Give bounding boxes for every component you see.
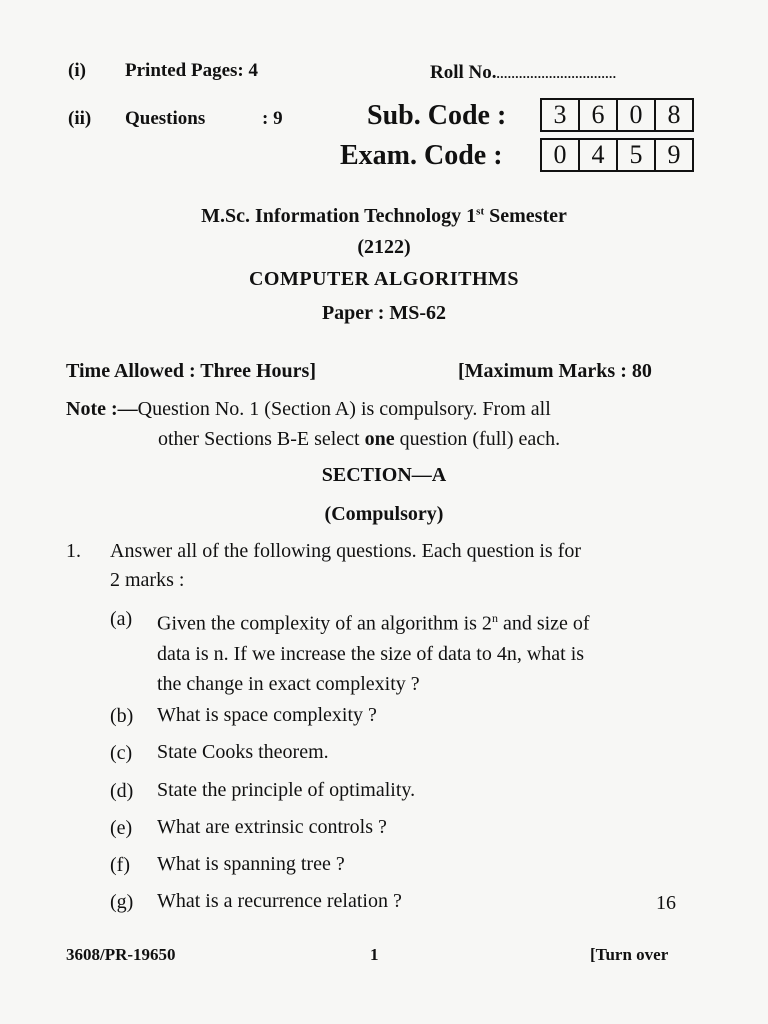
sub-question-f: What is spanning tree ? bbox=[157, 853, 345, 875]
question-intro-1: Answer all of the following questions. Each question is for bbox=[110, 540, 582, 562]
sub-question-label: (b) bbox=[110, 705, 134, 727]
sub-question-label: (g) bbox=[110, 891, 134, 913]
question-number: 1. bbox=[66, 540, 81, 562]
sub-question-a-line-2: data is n. If we increase the size of data to 4n, what is bbox=[157, 642, 585, 665]
sub-question-a bbox=[157, 603, 590, 699]
sub-question-c: State Cooks theorem. bbox=[157, 741, 329, 763]
time-allowed: Time Allowed : Three Hours] bbox=[66, 360, 316, 382]
subject-title: COMPUTER ALGORITHMS bbox=[248, 268, 520, 290]
turn-over: [Turn over bbox=[590, 945, 669, 964]
course-title-sup: st bbox=[476, 205, 485, 218]
text: Given the complexity of an algorithm is 2 bbox=[157, 612, 492, 635]
sub-question-label: (a) bbox=[110, 608, 133, 630]
note-text-2b: question (full) each. bbox=[394, 428, 561, 450]
text: and size of bbox=[497, 612, 590, 635]
section-title: SECTION—A bbox=[321, 464, 447, 486]
exam-code-digit: 0 bbox=[553, 140, 567, 169]
course-year: (2122) bbox=[357, 236, 411, 258]
question-marks: 16 bbox=[656, 892, 676, 914]
footer-code: 3608/PR-19650 bbox=[66, 945, 176, 964]
question-intro-2: 2 marks : bbox=[110, 569, 185, 591]
note-line-2 bbox=[158, 428, 560, 451]
note-text-bold: one bbox=[364, 428, 395, 450]
note-line-1 bbox=[66, 398, 551, 421]
sub-question-label: (d) bbox=[110, 780, 134, 802]
sub-code-boxes bbox=[540, 98, 694, 132]
exam-code-digit: 4 bbox=[578, 140, 616, 170]
roll-no-dots: ................................ bbox=[496, 66, 617, 81]
exam-code-boxes bbox=[540, 138, 694, 172]
course-title-tail: Semester bbox=[484, 205, 567, 227]
sub-question-e: What are extrinsic controls ? bbox=[157, 816, 387, 838]
sub-question-a-line-1 bbox=[157, 603, 590, 639]
page-number: 1 bbox=[370, 945, 379, 964]
course-title bbox=[0, 205, 768, 228]
sub-question-label: (c) bbox=[110, 742, 133, 764]
questions-number: (ii) bbox=[68, 108, 92, 129]
exam-code-digit: 5 bbox=[616, 140, 654, 170]
note-label: Note :— bbox=[66, 398, 138, 420]
questions-value: : 9 bbox=[262, 108, 283, 129]
sub-question-d: State the principle of optimality. bbox=[157, 779, 416, 801]
roll-no-field bbox=[430, 62, 617, 84]
printed-pages-number: (i) bbox=[68, 60, 86, 81]
sub-question-b: What is space complexity ? bbox=[157, 704, 377, 726]
sub-question-label: (e) bbox=[110, 817, 133, 839]
sub-code-label: Sub. Code : bbox=[367, 100, 507, 131]
course-title-main: M.Sc. Information Technology 1 bbox=[201, 205, 477, 227]
roll-no-label: Roll No. bbox=[430, 62, 497, 83]
paper-code: Paper : MS-62 bbox=[321, 302, 447, 324]
superscript: n bbox=[491, 611, 498, 625]
maximum-marks: [Maximum Marks : 80 bbox=[458, 360, 652, 382]
exam-code-label: Exam. Code : bbox=[340, 140, 503, 171]
note-text-1: Question No. 1 (Section A) is compulsory. From all bbox=[137, 398, 551, 420]
sub-question-a-line-3: the change in exact complexity ? bbox=[157, 672, 420, 695]
printed-pages-label: Printed Pages: 4 bbox=[125, 60, 258, 81]
sub-code-digit: 8 bbox=[654, 100, 692, 130]
questions-label: Questions bbox=[125, 108, 206, 129]
exam-code-digit: 9 bbox=[654, 140, 692, 170]
sub-code-digit: 0 bbox=[616, 100, 654, 130]
sub-code-digit: 6 bbox=[578, 100, 616, 130]
section-subtitle: (Compulsory) bbox=[324, 503, 444, 525]
sub-question-label: (f) bbox=[110, 854, 130, 876]
note-text-2a: other Sections B-E select bbox=[158, 428, 365, 450]
sub-code-digit: 3 bbox=[553, 100, 567, 129]
sub-question-g: What is a recurrence relation ? bbox=[157, 890, 402, 912]
